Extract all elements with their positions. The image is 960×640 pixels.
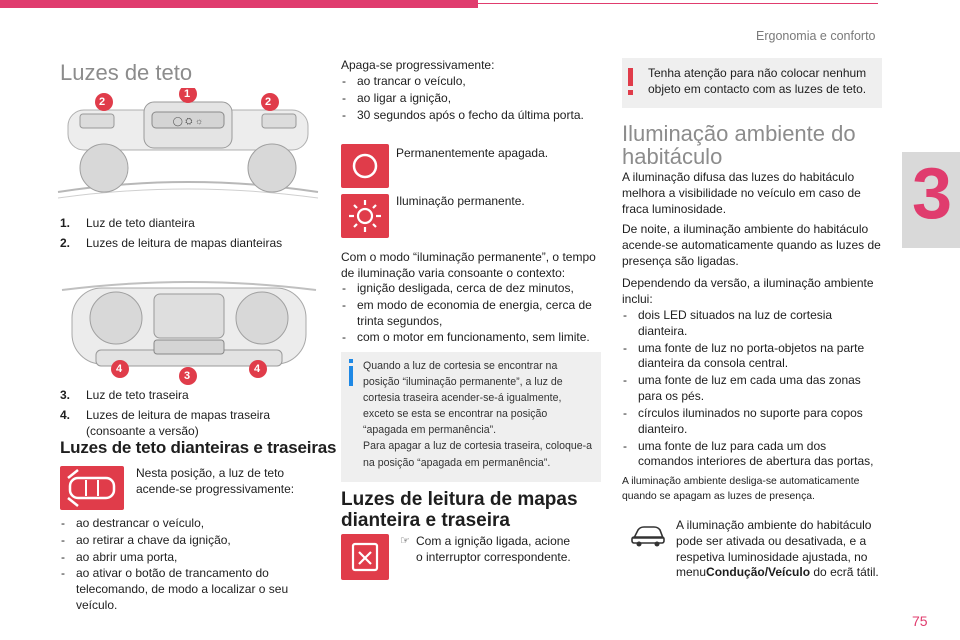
legend-item-3: 3. Luz de teto traseira bbox=[60, 388, 189, 402]
ambient-p3: Dependendo da versão, a iluminação ambiente inclui: bbox=[622, 276, 874, 306]
ambient-list bbox=[622, 308, 884, 471]
list-item: - uma fonte de luz em cada uma das zonas para os pés. bbox=[622, 373, 884, 405]
callout-2-right: 2 bbox=[265, 96, 272, 108]
ambient-p2: De noite, a iluminação ambiente do habitáculo acende-se automaticamente quando as luzes de presença são ligadas. bbox=[622, 222, 881, 268]
callout-2-left: 2 bbox=[99, 96, 106, 108]
list-item: - ao ativar o botão de trancamento do telecomando, de modo a localizar o seu veículo. bbox=[60, 566, 330, 613]
fade-list bbox=[341, 74, 611, 124]
rear-ceiling-light-diagram bbox=[58, 270, 320, 386]
callout-4-right: 4 bbox=[254, 363, 261, 375]
list-item: - ao ligar a ignição, bbox=[341, 91, 611, 107]
callout-3: 3 bbox=[184, 370, 191, 382]
callout-4-left: 4 bbox=[116, 363, 123, 375]
top-accent-line bbox=[478, 3, 878, 4]
light-off-label: Permanentemente apagada. bbox=[396, 146, 549, 160]
door-mode-text: Nesta posição, a luz de teto acende-se progressivamente: bbox=[136, 466, 295, 496]
reading-light-icon bbox=[341, 534, 389, 580]
door-mode-icon bbox=[60, 466, 124, 510]
callout-1: 1 bbox=[184, 88, 191, 100]
ambient-p1: A iluminação difusa das luzes do habitáculo melhora a visibilidade no veículo em caso de fraca luminosidade. bbox=[622, 170, 861, 216]
reading-lights-title: Luzes de leitura de mapas dianteira e traseira bbox=[341, 489, 578, 531]
page-title: Luzes de teto bbox=[60, 60, 193, 85]
list-item: - dois LED situados na luz de cortesia dianteira. bbox=[622, 308, 884, 340]
menu-name: Condução/Veículo bbox=[706, 565, 811, 580]
section-title-front-rear: Luzes de teto dianteiras e traseiras bbox=[60, 438, 337, 457]
warning-icon bbox=[628, 68, 633, 86]
legend-item-4: 4. Luzes de leitura de mapas traseira (consoante a versão) bbox=[60, 407, 271, 438]
list-item: - ao trancar o veículo, bbox=[341, 74, 611, 90]
page-number: 75 bbox=[912, 613, 928, 629]
list-item: - uma fonte de luz no porta-objetos na parte dianteira da consola central. bbox=[622, 341, 884, 373]
list-item: - ignição desligada, cerca de dez minutos, bbox=[341, 281, 605, 297]
door-mode-list bbox=[60, 516, 330, 615]
reading-light-text: ☞ Com a ignição ligada, acione o interruptor correspondente. bbox=[400, 534, 571, 564]
light-on-label: Iluminação permanente. bbox=[396, 194, 525, 208]
list-item: - círculos iluminados no suporte para copos dianteiro. bbox=[622, 406, 884, 438]
light-on-icon bbox=[341, 194, 389, 238]
info-note-text: Quando a luz de cortesia se encontrar na posição “iluminação permanente”, a luz de cortesia traseira acender-se-á igualmente, exceto se esta se encontrar na posição “apagada em permanência”. Para apagar a luz de cortesia traseira, coloque-a na posição “apagada em permanência”. bbox=[363, 360, 593, 469]
legend-item-2: 2. Luzes de leitura de mapas dianteiras bbox=[60, 235, 283, 250]
front-ceiling-light-diagram bbox=[56, 88, 320, 206]
list-item: - ao abrir uma porta, bbox=[60, 550, 330, 566]
list-item: - com o motor em funcionamento, sem limite. bbox=[341, 330, 605, 346]
light-off-icon bbox=[341, 144, 389, 188]
permanent-mode-list bbox=[341, 281, 605, 347]
ambient-lighting-title: Iluminação ambiente do habitáculo bbox=[622, 121, 856, 170]
warning-note bbox=[622, 58, 882, 108]
car-icon bbox=[630, 522, 666, 548]
top-accent-bar bbox=[0, 0, 478, 8]
legend-item-1: 1. Luz de teto dianteira bbox=[60, 216, 195, 230]
list-item: - em modo de economia de energia, cerca de trinta segundos, bbox=[341, 298, 605, 330]
svg-text:◯ ⛭ ☼: ◯ ⛭ ☼ bbox=[172, 116, 204, 126]
section-header-title: Ergonomia e conforto bbox=[756, 29, 876, 43]
info-note bbox=[341, 352, 601, 482]
warning-text: Tenha atenção para não colocar nenhum objeto em contacto com as luzes de teto. bbox=[648, 66, 867, 96]
list-item: - uma fonte de luz para cada um dos comandos interiores de abertura das portas, bbox=[622, 439, 884, 471]
ambient-small-note: A iluminação ambiente desliga-se automaticamente quando se apagam as luzes de presença. bbox=[622, 476, 860, 503]
warning-icon-dot bbox=[628, 90, 633, 95]
hand-pointer-icon: ☞ bbox=[400, 535, 410, 547]
list-item: - ao destrancar o veículo, bbox=[60, 516, 330, 532]
list-item: - 30 segundos após o fecho da última porta. bbox=[341, 108, 611, 124]
ambient-settings-text: A iluminação ambiente do habitáculo pode ser ativada ou desativada, e a respetiva luminosidade ajustada, no menuCondução/Veículo do ecrã tátil. bbox=[676, 518, 879, 580]
list-item: - ao retirar a chave da ignição, bbox=[60, 533, 330, 549]
permanent-mode-intro: Com o modo “iluminação permanente”, o tempo de iluminação varia consoante o contexto: bbox=[341, 250, 596, 280]
info-icon bbox=[349, 366, 353, 386]
fade-intro: Apaga-se progressivamente: bbox=[341, 58, 495, 72]
info-icon-dot bbox=[349, 359, 353, 363]
legend-rear bbox=[60, 388, 330, 443]
legend-front bbox=[60, 216, 330, 256]
chapter-number: 3 bbox=[911, 154, 952, 234]
